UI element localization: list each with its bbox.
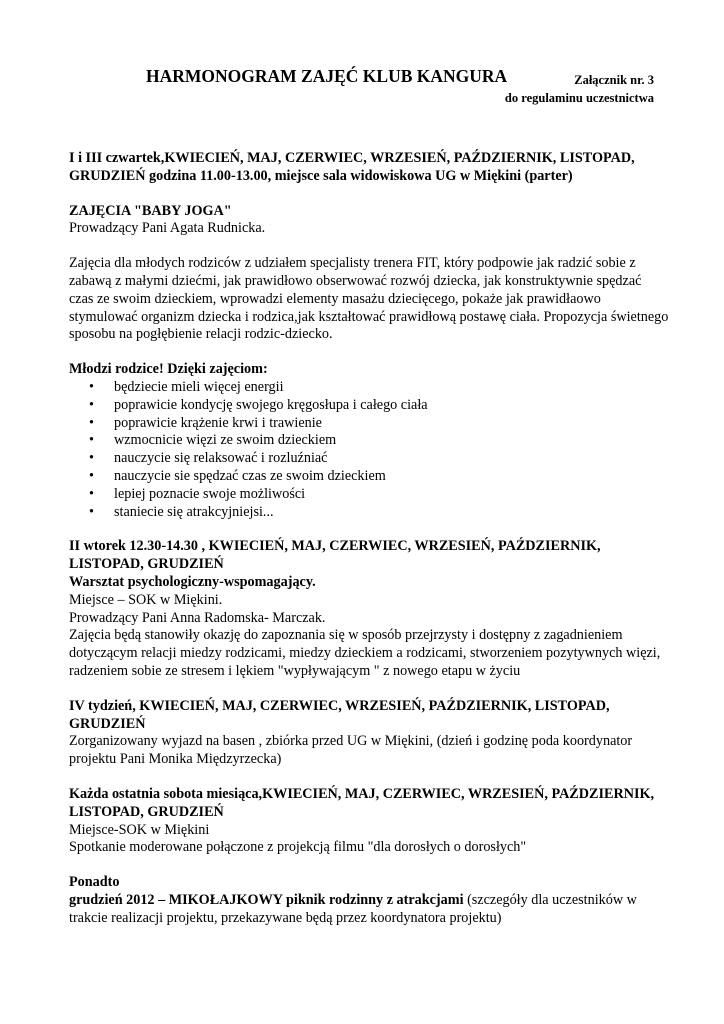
list-item-text: nauczycie sie spędzać czas ze swoim dzieckiem [114,467,386,484]
annex-number: Załącznik nr. 3 [574,73,654,87]
list-item-text: staniecie się atrakcyjniejsi... [114,503,274,520]
workshop-description: Zajęcia będą stanowiły okazję do zapoznania się w sposób przejrzysty i dostępny z zagadnieniem dotyczącym relacji miedzy rodzicami, miedzy dzieckiem a rodzicami, stworzeniem pozytywnych więzi, radzeniem sobie ze stresem i lękiem "wypływającym " z nowego etapu w życiu [69,627,661,679]
list-item-text: lepiej poznacie swoje możliwości [114,485,306,502]
picnic-note: (szczegóły dla uczestników w trakcie realizacji projektu, przekazywane będą przez koordynatora projektu) [69,891,637,926]
bullet-icon: • [89,485,94,502]
list-item-text: poprawicie krążenie krwi i trawienie [114,414,322,431]
workshop-title: Warsztat psychologiczny-wspomagający. [69,573,316,590]
meeting-description: Spotkanie moderowane połączone z projekcją filmu "dla dorosłych o dorosłych" [69,839,527,856]
schedule-heading: IV tydzień, KWIECIEŃ, MAJ, CZERWIEC, WRZESIEŃ, PAŹDZIERNIK, LISTOPAD, GRUDZIEŃ [69,697,610,732]
list-item [69,486,669,504]
list-item [69,415,669,433]
workshop-place: Miejsce – SOK w Miękini. [69,591,223,608]
schedule-heading: II wtorek 12.30-14.30 , KWIECIEŃ, MAJ, CZERWIEC, WRZESIEŃ, PAŹDZIERNIK, LISTOPAD, GRUDZIEŃ [69,538,601,573]
list-item [69,397,669,415]
workshop-leader: Prowadzący Pani Anna Radomska- Marczak. [69,609,326,626]
list-item [69,504,669,522]
benefits-heading: Młodzi rodzice! Dzięki zajęciom: [69,361,268,378]
bullet-icon: • [89,432,94,449]
document-body [69,150,669,944]
section-baby-joga-title [69,203,669,239]
list-item-text: wzmocnicie więzi ze swoim dzieckiem [114,432,337,449]
schedule-heading: I i III czwartek,KWIECIEŃ, MAJ, CZERWIEC, WRZESIEŃ, PAŹDZIERNIK, LISTOPAD, GRUDZIEŃ godzina 11.00-13.00, miejsce sala widowiskowa UG w Miękini (parter) [69,150,635,184]
picnic-paragraph [69,892,669,928]
class-description: Zajęcia dla młodych rodziców z udziałem specjalisty trenera FIT, który podpowie jak radzić sobie z zabawą z małymi dziećmi, jak prawidłowo obserwować rozwój dziecka, jak konstruktywnie spędzać czas ze swoim dzieckiem, wprowadzi elementy masażu dziecięcego, pokaże jak prawidłaowo stymulować organizm dziecka i rodzica,jak kształtować prawidłową postawę ciała. Propozycja świetnego sposobu na pogłębienie relacji rodzic-dziecko. [69,255,669,343]
section-baby-joga-description [69,255,669,344]
bullet-icon: • [89,503,94,520]
section-additional [69,874,669,927]
bullet-icon: • [89,414,94,431]
bullet-icon: • [89,378,94,395]
list-item [69,450,669,468]
list-item [69,379,669,397]
section-pool [69,698,669,769]
bullet-icon: • [89,467,94,484]
bullet-icon: • [89,396,94,413]
page-title: HARMONOGRAM ZAJĘĆ KLUB KANGURA [146,66,508,86]
additional-heading: Ponadto [69,874,120,891]
list-item-text: nauczycie się relaksować i rozluźniać [114,450,328,467]
section-baby-joga-benefits [69,361,669,521]
section-workshop [69,538,669,680]
list-item [69,468,669,486]
list-item-text: będziecie mieli więcej energii [114,378,284,395]
list-item-text: poprawicie kondycję swojego kręgosłupa i całego ciała [114,396,428,413]
annex-reference: do regulaminu uczestnictwa [504,91,654,105]
annex-note [505,71,654,107]
section-baby-joga-schedule [69,150,669,186]
class-title: ZAJĘCIA "BABY JOGA" [69,202,232,219]
section-film-meeting [69,786,669,857]
picnic-title: grudzień 2012 – MIKOŁAJKOWY piknik rodzinny z atrakcjami [69,891,464,908]
class-leader: Prowadzący Pani Agata Rudnicka. [69,220,266,237]
benefits-list [69,379,669,521]
schedule-heading: Każda ostatnia sobota miesiąca,KWIECIEŃ, MAJ, CZERWIEC, WRZESIEŃ, PAŹDZIERNIK, LISTOPAD, GRUDZIEŃ [69,785,655,820]
pool-description: Zorganizowany wyjazd na basen , zbiórka przed UG w Miękini, (dzień i godzinę poda koordynator projektu Pani Monika Międzyrzecka) [69,733,633,768]
list-item [69,432,669,450]
bullet-icon: • [89,450,94,467]
meeting-place: Miejsce-SOK w Miękini [69,821,210,838]
